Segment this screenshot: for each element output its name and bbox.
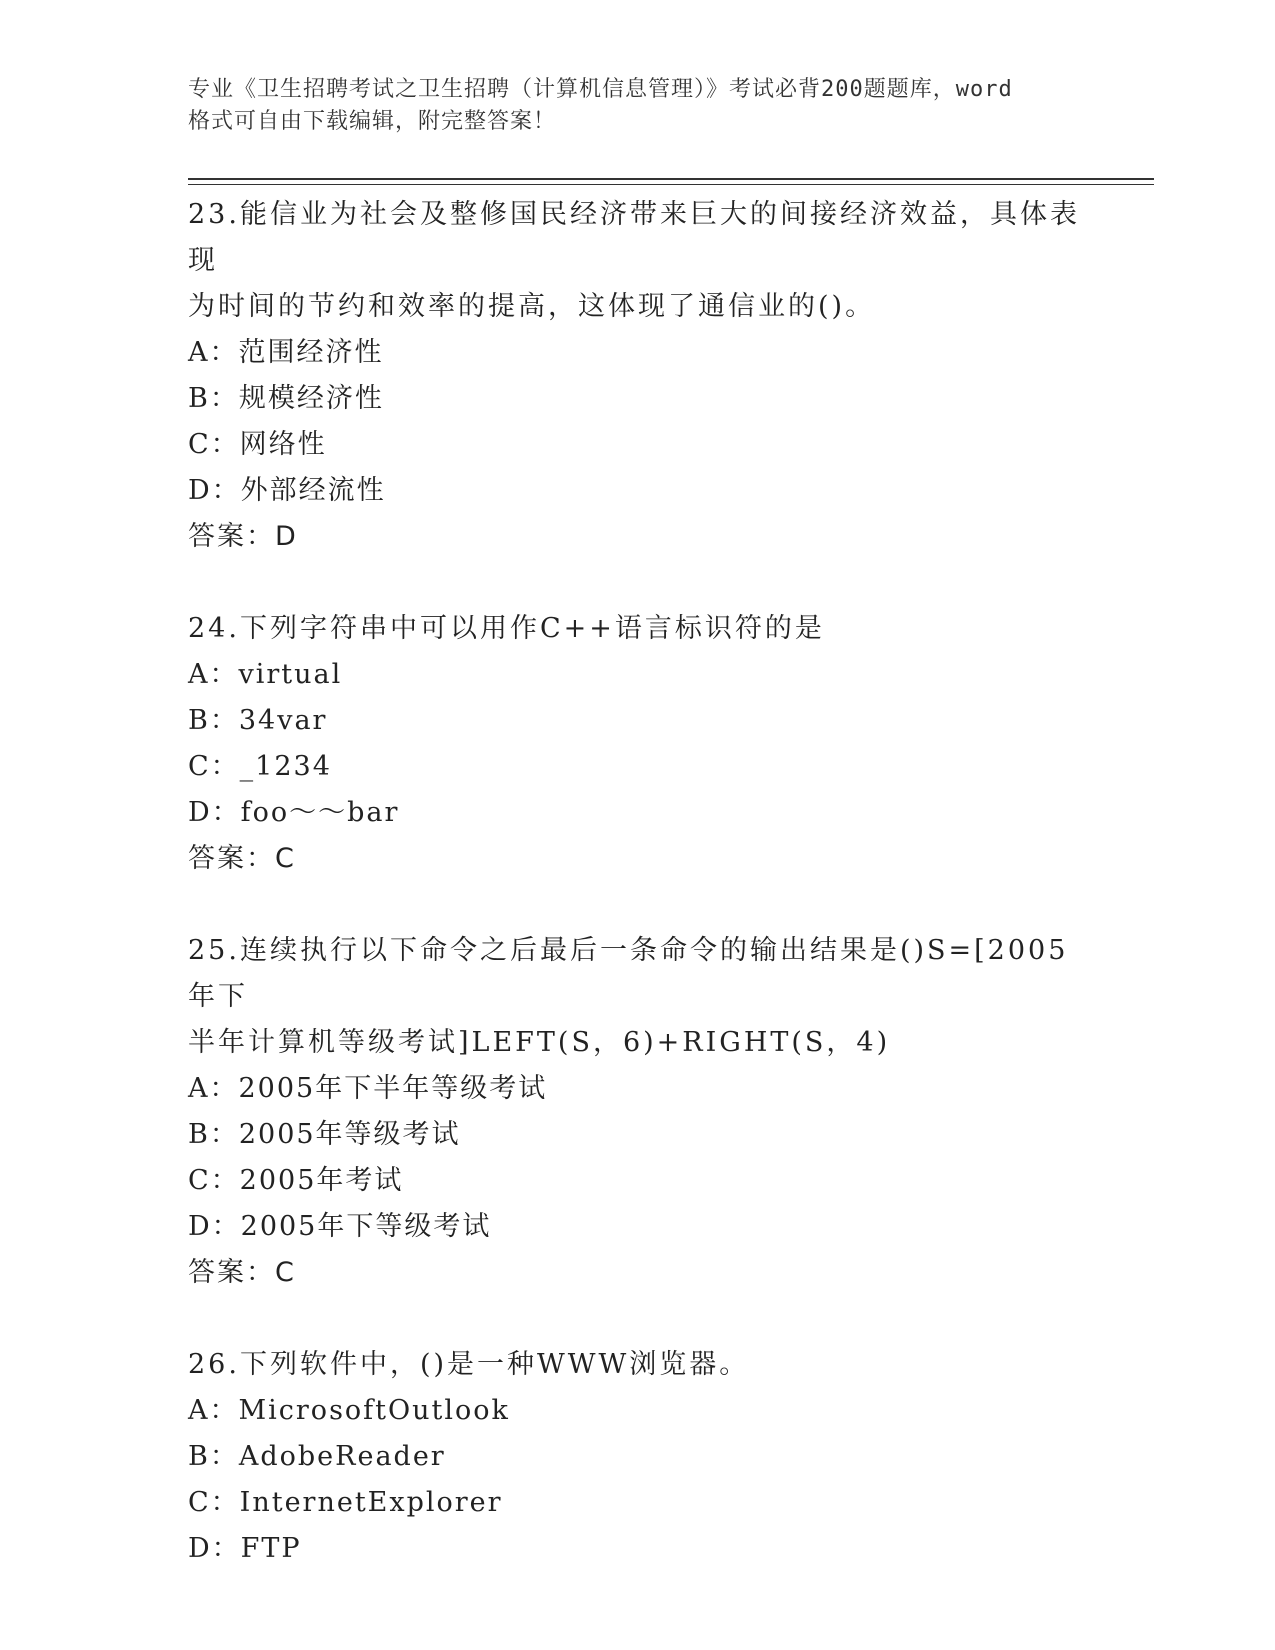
header-line-2: 格式可自由下载编辑，附完整答案！ bbox=[188, 109, 557, 134]
question-spacer bbox=[188, 882, 1088, 928]
question-text: 23.能信业为社会及整修国民经济带来巨大的间接经济效益，具体表现 bbox=[188, 199, 1080, 276]
question-23 bbox=[188, 192, 1088, 560]
option-b: B：AdobeReader bbox=[188, 1441, 446, 1472]
header-divider-thick bbox=[188, 178, 1154, 180]
option-c: C：_1234 bbox=[188, 751, 332, 782]
option-c: C：InternetExplorer bbox=[188, 1487, 503, 1518]
answer: 答案：D bbox=[188, 521, 298, 552]
option-d: D：2005年下等级考试 bbox=[188, 1211, 492, 1242]
question-text: 26.下列软件中，()是一种WWW浏览器。 bbox=[188, 1349, 750, 1380]
question-25 bbox=[188, 928, 1088, 1296]
header-divider-thin bbox=[188, 184, 1154, 185]
option-a: A：virtual bbox=[188, 659, 343, 690]
option-a: A：范围经济性 bbox=[188, 337, 384, 368]
option-d: D：foo～～bar bbox=[188, 797, 400, 828]
question-text: 25.连续执行以下命令之后最后一条命令的输出结果是()S=[2005年下 bbox=[188, 935, 1069, 1012]
question-text-continued: 半年计算机等级考试]LEFT(S，6)+RIGHT(S，4) bbox=[188, 1027, 891, 1058]
question-text-continued: 为时间的节约和效率的提高，这体现了通信业的()。 bbox=[188, 291, 876, 322]
option-b: B：规模经济性 bbox=[188, 383, 384, 414]
question-list bbox=[188, 192, 1088, 1572]
option-d: D：FTP bbox=[188, 1533, 302, 1564]
question-26 bbox=[188, 1342, 1088, 1572]
answer: 答案：C bbox=[188, 843, 296, 874]
question-spacer bbox=[188, 1296, 1088, 1342]
option-b: B：2005年等级考试 bbox=[188, 1119, 461, 1150]
question-text: 24.下列字符串中可以用作C++语言标识符的是 bbox=[188, 613, 825, 644]
option-a: A：2005年下半年等级考试 bbox=[188, 1073, 548, 1104]
question-24 bbox=[188, 606, 1088, 882]
document-header bbox=[188, 74, 1088, 138]
option-a: A：MicrosoftOutlook bbox=[188, 1395, 510, 1426]
question-spacer bbox=[188, 560, 1088, 606]
option-d: D：外部经流性 bbox=[188, 475, 386, 506]
option-c: C：2005年考试 bbox=[188, 1165, 404, 1196]
header-line-1: 专业《卫生招聘考试之卫生招聘（计算机信息管理）》考试必背200题题库，word bbox=[188, 77, 1013, 102]
answer: 答案：C bbox=[188, 1257, 296, 1288]
option-b: B：34var bbox=[188, 705, 328, 736]
option-c: C：网络性 bbox=[188, 429, 327, 460]
